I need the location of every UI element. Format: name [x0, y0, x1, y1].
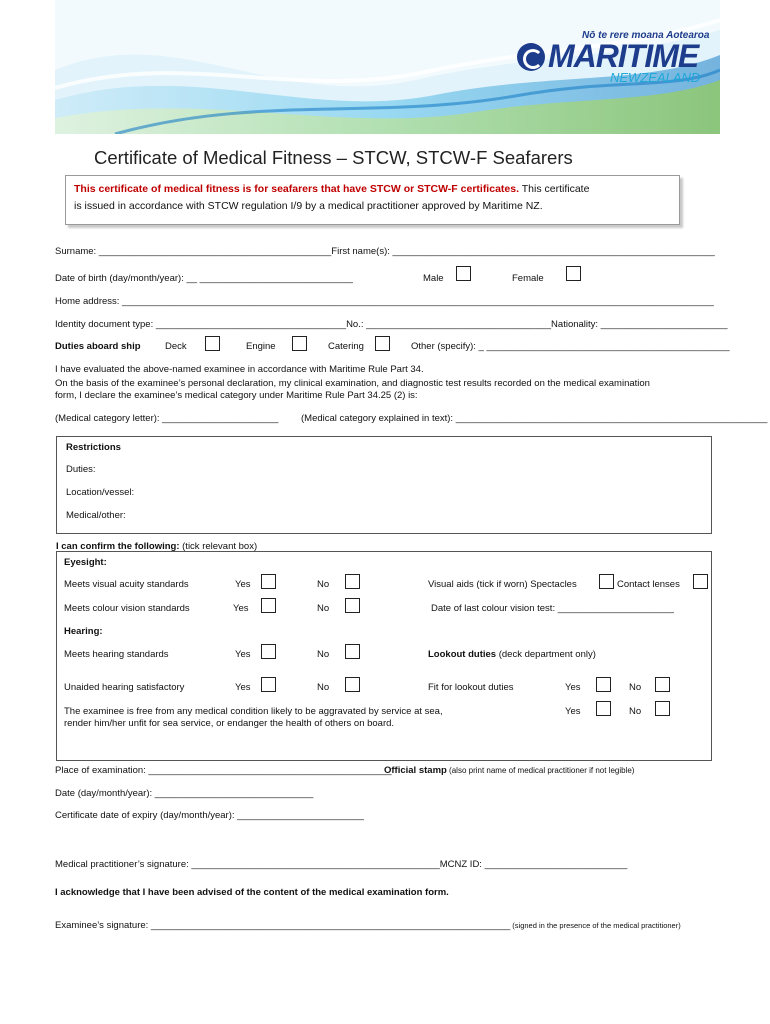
- surname-field[interactable]: Surname: ____________________________________________First name(s): _____________________________________________________________: [55, 246, 715, 257]
- female-checkbox[interactable]: [566, 266, 581, 281]
- male-label: Male: [423, 273, 444, 284]
- practitioner-signature-field[interactable]: Medical practitioner’s signature: _______________________________________________MCNZ ID: ___________________________: [55, 859, 628, 870]
- date-field[interactable]: Date (day/month/year): ______________________________: [55, 788, 314, 799]
- fit-lookout-label: Fit for lookout duties: [428, 682, 514, 693]
- contact-lenses-checkbox[interactable]: [693, 574, 708, 589]
- declaration-line-3: form, I declare the examinee’s medical category under Maritime Rule Part 34.25 (2) is:: [55, 390, 418, 401]
- lookout-duties-heading: Lookout duties (deck department only): [428, 649, 596, 660]
- colour-vision-label: Meets colour vision standards: [64, 603, 190, 614]
- other-field[interactable]: Other (specify): _ ______________________________________________: [411, 341, 730, 352]
- visual-acuity-yes-checkbox[interactable]: [261, 574, 276, 589]
- expiry-field[interactable]: Certificate date of expiry (day/month/year): ________________________: [55, 810, 364, 821]
- hearing-standards-no-checkbox[interactable]: [345, 644, 360, 659]
- acknowledge-text: I acknowledge that I have been advised of the content of the medical examination form.: [55, 887, 449, 898]
- restrictions-duties[interactable]: Duties:: [66, 464, 96, 475]
- place-field[interactable]: Place of examination: ______________________________________________: [55, 765, 392, 776]
- home-address-field[interactable]: Home address: ________________________________________________________________________________________________________________: [55, 296, 714, 307]
- fit-lookout-yes-label: Yes: [565, 682, 581, 693]
- visual-acuity-label: Meets visual acuity standards: [64, 579, 189, 590]
- official-stamp-label: Official stamp (also print name of medical practitioner if not legible): [384, 765, 635, 776]
- eyesight-heading: Eyesight:: [64, 557, 107, 568]
- colour-vision-no-checkbox[interactable]: [345, 598, 360, 613]
- unaided-hearing-yes-checkbox[interactable]: [261, 677, 276, 692]
- spectacles-checkbox[interactable]: [599, 574, 614, 589]
- fit-lookout-no-label: No: [629, 682, 642, 693]
- restrictions-location[interactable]: Location/vessel:: [66, 487, 135, 498]
- free-condition-no-checkbox[interactable]: [655, 701, 670, 716]
- identity-field[interactable]: Identity document type: ____________________________________No.: ___________________________________Nationality: ________________________: [55, 319, 728, 330]
- colour-vision-yes-label: Yes: [233, 603, 249, 614]
- page-title: Certificate of Medical Fitness – STCW, STCW-F Seafarers: [94, 147, 573, 168]
- intro-line1-rest: This certificate: [519, 183, 590, 195]
- logo-sub: NEWZEALAND: [610, 70, 701, 85]
- free-condition-yes-label: Yes: [565, 706, 581, 717]
- colour-vision-no-label: No: [317, 603, 330, 614]
- tagline: Nō te rere moana Aotearoa: [582, 30, 710, 41]
- fit-lookout-no-checkbox[interactable]: [655, 677, 670, 692]
- colour-test-date-field[interactable]: Date of last colour vision test: ______________________: [431, 603, 674, 614]
- male-checkbox[interactable]: [456, 266, 471, 281]
- restrictions-heading: Restrictions: [66, 442, 121, 453]
- restrictions-box: [56, 436, 712, 534]
- category-text-field[interactable]: (Medical category explained in text): ___________________________________________________________: [301, 413, 768, 424]
- declaration-line-1: I have evaluated the above-named examinee in accordance with Maritime Rule Part 34.: [55, 364, 424, 375]
- visual-aids-label: Visual aids (tick if worn) Spectacles: [428, 579, 577, 590]
- category-letter-field[interactable]: (Medical category letter): ______________________: [55, 413, 279, 424]
- deck-checkbox[interactable]: [205, 336, 220, 351]
- hearing-standards-label: Meets hearing standards: [64, 649, 169, 660]
- free-condition-no-label: No: [629, 706, 642, 717]
- unaided-hearing-no-checkbox[interactable]: [345, 677, 360, 692]
- visual-acuity-no-label: No: [317, 579, 330, 590]
- intro-highlight: This certificate of medical fitness is for seafarers that have STCW or STCW-F certificates.: [74, 183, 519, 195]
- intro-line-1: [74, 183, 589, 195]
- hearing-heading: Hearing:: [64, 626, 103, 637]
- hearing-standards-yes-label: Yes: [235, 649, 251, 660]
- intro-line-2: is issued in accordance with STCW regulation I/9 by a medical practitioner approved by Maritime NZ.: [74, 200, 543, 212]
- logo-main: MARITIME: [548, 38, 699, 74]
- unaided-hearing-no-label: No: [317, 682, 330, 693]
- dob-field[interactable]: Date of birth (day/month/year): __ _____________________________: [55, 273, 353, 284]
- fit-lookout-yes-checkbox[interactable]: [596, 677, 611, 692]
- free-condition-line-1: The examinee is free from any medical condition likely to be aggravated by service at sea,: [64, 706, 443, 717]
- colour-vision-yes-checkbox[interactable]: [261, 598, 276, 613]
- duties-label: Duties aboard ship: [55, 341, 141, 352]
- confirm-box: [56, 551, 712, 761]
- free-condition-line-2: render him/her unfit for sea service, or endanger the health of others on board.: [64, 718, 395, 729]
- restrictions-medical[interactable]: Medical/other:: [66, 510, 126, 521]
- engine-label: Engine: [246, 341, 276, 352]
- hearing-standards-yes-checkbox[interactable]: [261, 644, 276, 659]
- declaration-line-2: On the basis of the examinee’s personal declaration, my clinical examination, and diagnostic test results recorded on the medical examination: [55, 378, 650, 389]
- contact-lenses-label: Contact lenses: [617, 579, 680, 590]
- header-banner: [55, 0, 720, 134]
- engine-checkbox[interactable]: [292, 336, 307, 351]
- visual-acuity-no-checkbox[interactable]: [345, 574, 360, 589]
- unaided-hearing-yes-label: Yes: [235, 682, 251, 693]
- visual-acuity-yes-label: Yes: [235, 579, 251, 590]
- examinee-signature-field[interactable]: Examinee’s signature: ____________________________________________________________________ (signed in the presence of the medical practitioner): [55, 920, 681, 931]
- confirm-heading: I can confirm the following: (tick relevant box): [56, 541, 258, 552]
- free-condition-yes-checkbox[interactable]: [596, 701, 611, 716]
- deck-label: Deck: [165, 341, 187, 352]
- intro-box: [65, 175, 680, 225]
- hearing-standards-no-label: No: [317, 649, 330, 660]
- catering-label: Catering: [328, 341, 364, 352]
- unaided-hearing-label: Unaided hearing satisfactory: [64, 682, 185, 693]
- logo-emblem-icon: [517, 43, 545, 71]
- catering-checkbox[interactable]: [375, 336, 390, 351]
- female-label: Female: [512, 273, 544, 284]
